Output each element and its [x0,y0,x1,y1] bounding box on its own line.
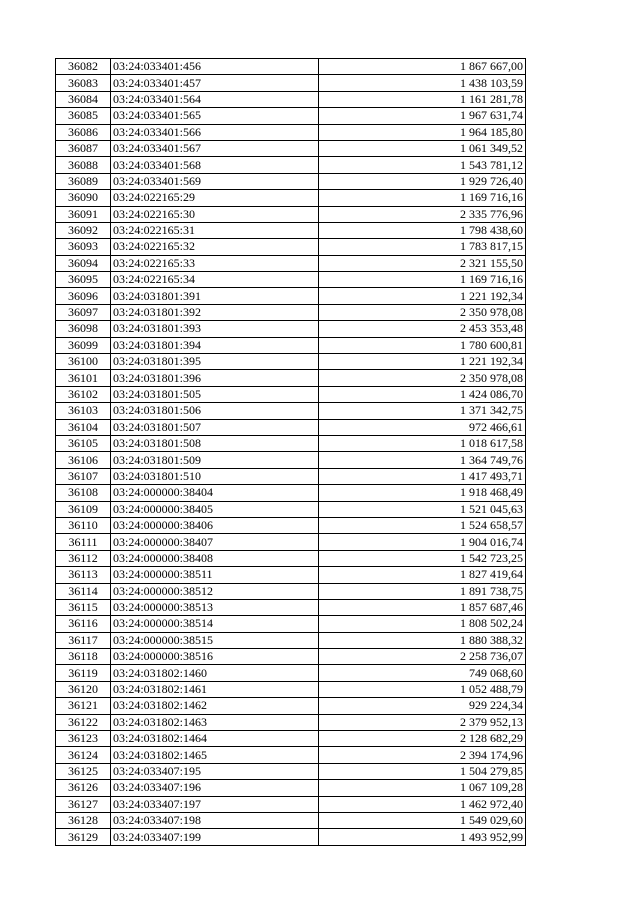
row-number-cell: 36101 [56,370,111,386]
cadastral-number-cell: 03:24:031801:507 [111,419,319,435]
table-row [56,108,526,124]
cadastral-value-cell: 1 808 502,24 [319,616,526,632]
cadastral-value-cell: 1 783 817,15 [319,239,526,255]
row-number-cell: 36095 [56,272,111,288]
table-row [56,272,526,288]
row-number-cell: 36097 [56,304,111,320]
cadastral-value-cell: 2 321 155,50 [319,255,526,271]
cadastral-value-cell: 1 918 468,49 [319,485,526,501]
cadastral-number-cell: 03:24:033401:456 [111,59,319,75]
table-body [56,59,526,846]
cadastral-value-cell: 929 224,34 [319,698,526,714]
cadastral-value-cell: 1 504 279,85 [319,763,526,779]
cadastral-number-cell: 03:24:031801:509 [111,452,319,468]
cadastral-value-cell: 1 857 687,46 [319,599,526,615]
row-number-cell: 36110 [56,517,111,533]
table-row [56,124,526,140]
row-number-cell: 36102 [56,386,111,402]
row-number-cell: 36082 [56,59,111,75]
cadastral-value-cell: 2 350 978,08 [319,304,526,320]
row-number-cell: 36126 [56,780,111,796]
cadastral-value-cell: 1 221 192,34 [319,354,526,370]
cadastral-value-cell: 2 394 174,96 [319,747,526,763]
cadastral-value-cell: 1 161 281,78 [319,91,526,107]
row-number-cell: 36085 [56,108,111,124]
cadastral-value-cell: 1 867 667,00 [319,59,526,75]
table-row [56,206,526,222]
row-number-cell: 36084 [56,91,111,107]
table-row [56,550,526,566]
cadastral-number-cell: 03:24:031802:1462 [111,698,319,714]
table-row [56,599,526,615]
cadastral-number-cell: 03:24:031802:1460 [111,665,319,681]
cadastral-value-cell: 1 018 617,58 [319,435,526,451]
cadastral-number-cell: 03:24:000000:38407 [111,534,319,550]
row-number-cell: 36114 [56,583,111,599]
table-row [56,698,526,714]
cadastral-value-cell: 1 169 716,16 [319,190,526,206]
cadastral-value-cell: 2 379 952,13 [319,714,526,730]
cadastral-value-cell: 1 891 738,75 [319,583,526,599]
cadastral-value-cell: 2 335 776,96 [319,206,526,222]
table-row [56,681,526,697]
cadastral-value-cell: 1 061 349,52 [319,140,526,156]
cadastral-number-cell: 03:24:022165:32 [111,239,319,255]
table-row [56,763,526,779]
cadastral-number-cell: 03:24:000000:38408 [111,550,319,566]
row-number-cell: 36123 [56,731,111,747]
table-row [56,386,526,402]
cadastral-number-cell: 03:24:033407:199 [111,829,319,845]
cadastral-number-cell: 03:24:031801:506 [111,403,319,419]
table-row [56,75,526,91]
cadastral-number-cell: 03:24:031802:1463 [111,714,319,730]
row-number-cell: 36108 [56,485,111,501]
cadastral-number-cell: 03:24:000000:38405 [111,501,319,517]
table-row [56,239,526,255]
table-row [56,747,526,763]
row-number-cell: 36109 [56,501,111,517]
cadastral-number-cell: 03:24:033401:569 [111,173,319,189]
row-number-cell: 36086 [56,124,111,140]
cadastral-number-cell: 03:24:033401:567 [111,140,319,156]
row-number-cell: 36094 [56,255,111,271]
cadastral-number-cell: 03:24:031801:391 [111,288,319,304]
cadastral-value-cell: 1 424 086,70 [319,386,526,402]
table-row [56,616,526,632]
row-number-cell: 36120 [56,681,111,697]
table-row [56,157,526,173]
row-number-cell: 36105 [56,435,111,451]
cadastral-value-cell: 2 128 682,29 [319,731,526,747]
row-number-cell: 36096 [56,288,111,304]
row-number-cell: 36099 [56,337,111,353]
cadastral-value-cell: 1 417 493,71 [319,468,526,484]
row-number-cell: 36127 [56,796,111,812]
table-row [56,665,526,681]
cadastral-number-cell: 03:24:031801:392 [111,304,319,320]
cadastral-number-cell: 03:24:031801:396 [111,370,319,386]
row-number-cell: 36122 [56,714,111,730]
table-row [56,304,526,320]
cadastral-number-cell: 03:24:033401:565 [111,108,319,124]
cadastral-number-cell: 03:24:000000:38515 [111,632,319,648]
cadastral-number-cell: 03:24:031801:508 [111,435,319,451]
cadastral-value-cell: 1 929 726,40 [319,173,526,189]
cadastral-value-cell: 1 780 600,81 [319,337,526,353]
table-row [56,91,526,107]
cadastral-number-cell: 03:24:022165:34 [111,272,319,288]
cadastral-number-cell: 03:24:000000:38514 [111,616,319,632]
table-row [56,468,526,484]
table-row [56,812,526,828]
table-row [56,403,526,419]
cadastral-number-cell: 03:24:000000:38404 [111,485,319,501]
cadastral-number-cell: 03:24:033401:568 [111,157,319,173]
cadastral-value-cell: 2 350 978,08 [319,370,526,386]
cadastral-number-cell: 03:24:000000:38512 [111,583,319,599]
table-row [56,649,526,665]
row-number-cell: 36129 [56,829,111,845]
row-number-cell: 36128 [56,812,111,828]
cadastral-number-cell: 03:24:033407:198 [111,812,319,828]
row-number-cell: 36090 [56,190,111,206]
cadastral-number-cell: 03:24:031801:395 [111,354,319,370]
row-number-cell: 36113 [56,567,111,583]
table-row [56,222,526,238]
table-row [56,173,526,189]
cadastral-value-cell: 1 549 029,60 [319,812,526,828]
table-row [56,255,526,271]
row-number-cell: 36124 [56,747,111,763]
table-row [56,452,526,468]
cadastral-number-cell: 03:24:031802:1465 [111,747,319,763]
table-row [56,714,526,730]
cadastral-value-cell: 1 967 631,74 [319,108,526,124]
cadastral-value-cell: 1 880 388,32 [319,632,526,648]
cadastral-value-cell: 1 543 781,12 [319,157,526,173]
table-row [56,354,526,370]
cadastral-number-cell: 03:24:022165:30 [111,206,319,222]
table-row [56,780,526,796]
cadastral-value-table [55,58,526,846]
cadastral-value-cell: 749 068,60 [319,665,526,681]
cadastral-value-cell: 972 466,61 [319,419,526,435]
table-row [56,435,526,451]
table-row [56,321,526,337]
cadastral-number-cell: 03:24:033407:196 [111,780,319,796]
table-row [56,370,526,386]
table-row [56,632,526,648]
row-number-cell: 36089 [56,173,111,189]
table-row [56,829,526,845]
row-number-cell: 36088 [56,157,111,173]
cadastral-number-cell: 03:24:000000:38513 [111,599,319,615]
table-row [56,796,526,812]
cadastral-number-cell: 03:24:031802:1461 [111,681,319,697]
row-number-cell: 36121 [56,698,111,714]
cadastral-number-cell: 03:24:031801:510 [111,468,319,484]
cadastral-value-cell: 1 904 016,74 [319,534,526,550]
cadastral-value-cell: 1 438 103,59 [319,75,526,91]
row-number-cell: 36100 [56,354,111,370]
cadastral-number-cell: 03:24:031801:394 [111,337,319,353]
cadastral-value-cell: 1 462 972,40 [319,796,526,812]
cadastral-value-cell: 2 453 353,48 [319,321,526,337]
table-row [56,485,526,501]
table-row [56,583,526,599]
row-number-cell: 36093 [56,239,111,255]
table-row [56,59,526,75]
table-row [56,534,526,550]
table-row [56,419,526,435]
table-row [56,517,526,533]
row-number-cell: 36125 [56,763,111,779]
row-number-cell: 36083 [56,75,111,91]
cadastral-value-cell: 1 067 109,28 [319,780,526,796]
row-number-cell: 36092 [56,222,111,238]
cadastral-number-cell: 03:24:033407:195 [111,763,319,779]
cadastral-value-cell: 1 364 749,76 [319,452,526,468]
row-number-cell: 36087 [56,140,111,156]
cadastral-value-cell: 1 524 658,57 [319,517,526,533]
cadastral-number-cell: 03:24:031802:1464 [111,731,319,747]
row-number-cell: 36112 [56,550,111,566]
cadastral-number-cell: 03:24:000000:38516 [111,649,319,665]
row-number-cell: 36091 [56,206,111,222]
cadastral-value-cell: 1 827 419,64 [319,567,526,583]
cadastral-number-cell: 03:24:000000:38511 [111,567,319,583]
cadastral-number-cell: 03:24:033401:564 [111,91,319,107]
cadastral-value-cell: 1 542 723,25 [319,550,526,566]
table-row [56,501,526,517]
cadastral-number-cell: 03:24:033401:566 [111,124,319,140]
cadastral-number-cell: 03:24:033401:457 [111,75,319,91]
cadastral-value-cell: 1 521 045,63 [319,501,526,517]
row-number-cell: 36106 [56,452,111,468]
cadastral-number-cell: 03:24:033407:197 [111,796,319,812]
cadastral-value-cell: 1 371 342,75 [319,403,526,419]
row-number-cell: 36118 [56,649,111,665]
cadastral-number-cell: 03:24:022165:33 [111,255,319,271]
cadastral-value-cell: 1 798 438,60 [319,222,526,238]
cadastral-value-cell: 1 052 488,79 [319,681,526,697]
cadastral-number-cell: 03:24:022165:31 [111,222,319,238]
row-number-cell: 36104 [56,419,111,435]
cadastral-number-cell: 03:24:031801:505 [111,386,319,402]
table-row [56,288,526,304]
row-number-cell: 36098 [56,321,111,337]
cadastral-value-cell: 2 258 736,07 [319,649,526,665]
cadastral-value-cell: 1 221 192,34 [319,288,526,304]
table-row [56,190,526,206]
cadastral-value-cell: 1 169 716,16 [319,272,526,288]
row-number-cell: 36119 [56,665,111,681]
table-row [56,731,526,747]
cadastral-number-cell: 03:24:031801:393 [111,321,319,337]
cadastral-number-cell: 03:24:022165:29 [111,190,319,206]
row-number-cell: 36111 [56,534,111,550]
table-row [56,140,526,156]
table-row [56,567,526,583]
row-number-cell: 36116 [56,616,111,632]
row-number-cell: 36107 [56,468,111,484]
row-number-cell: 36117 [56,632,111,648]
table-row [56,337,526,353]
cadastral-number-cell: 03:24:000000:38406 [111,517,319,533]
cadastral-value-cell: 1 964 185,80 [319,124,526,140]
row-number-cell: 36103 [56,403,111,419]
cadastral-value-cell: 1 493 952,99 [319,829,526,845]
row-number-cell: 36115 [56,599,111,615]
